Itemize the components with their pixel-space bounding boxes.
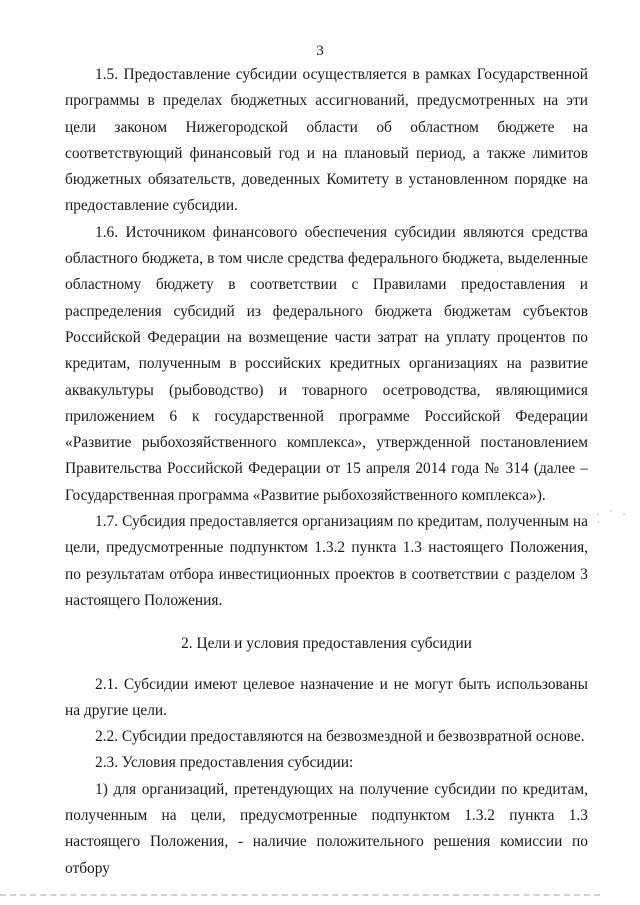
document-body [65, 62, 588, 882]
paragraph-1-7: 1.7. Субсидия предоставляется организациям по кредитам, полученным на цели, предусмотренные подпунктом 1.3.2 пункта 1.3 настоящего Положения, по результатам отбора инвестиционных проектов в соответствии с разделом 3 настоящего Положения. [65, 513, 588, 609]
page-number: 3 [316, 43, 324, 59]
paragraph-2-1: 2.1. Субсидии имеют целевое назначение и не могут быть использованы на другие цели. [65, 675, 588, 719]
paragraph-2-2: 2.2. Субсидии предоставляются на безвозмездной и безвозвратной основе. [95, 728, 585, 746]
scan-bottom-edge [0, 894, 600, 899]
scan-margin-mark: · ˙ · ˙ [596, 510, 629, 532]
paragraph-1-5: 1.5. Предоставление субсидии осуществляется в рамках Государственной программы в пределах бюджетных ассигнований, предусмотренных на эти цели законом Нижегородской области об областном бюджете на соответствующий финансовый год и на плановый период, а также лимитов бюджетных обязательств, доведенных Комитету в установленном порядке на предоставление субсидии. [65, 66, 588, 215]
paragraph-2-3-1: 1) для организаций, претендующих на получение субсидии по кредитам, полученным на цели, предусмотренные подпунктом 1.3.2 пункта 1.3 настоящего Положения, - наличие положительного решения комиссии по отбору [65, 780, 588, 877]
paragraph-1-6: 1.6. Источником финансового обеспечения субсидии являются средства областного бюджета, в том числе средства федерального бюджета, выделенные областному бюджету в соответствии с Правилами предоставления и распределения субсидий из федерального бюджета бюджетам субъектов Российской Федерации на возмещение части затрат на уплату процентов по кредитам, полученным в российских кредитных организациях на развитие аквакультуры (рыбоводство) и товарного осетроводства, являющимися приложением 6 к государственной программе Российской Федерации «Развитие рыбохозяйственного комплекса», утвержденной постановлением Правительства Российской Федерации от 15 апреля 2014 года № 314 (далее – Государственная программа «Развитие рыбохозяйственного комплекса»). [65, 223, 588, 504]
paragraph-2-3: 2.3. Условия предоставления субсидии: [95, 754, 354, 772]
section-2-heading: 2. Цели и условия предоставления субсидии [181, 635, 472, 653]
